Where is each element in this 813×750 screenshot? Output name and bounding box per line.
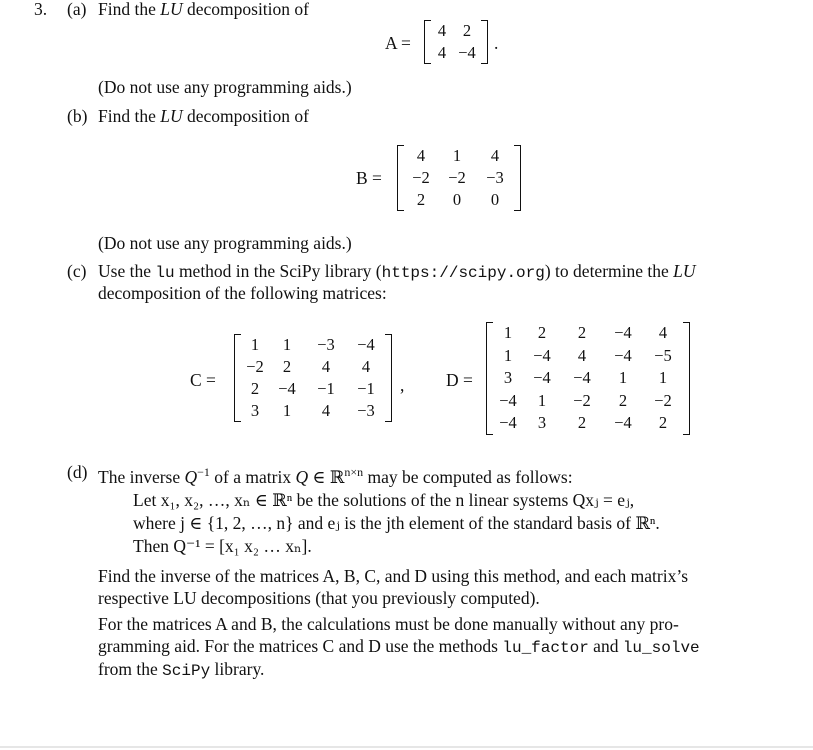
matrix-d-cell-r5c1: −4 xyxy=(499,413,517,432)
matrix-c-cell-r1c3: −3 xyxy=(317,335,335,354)
matrix-c-name: C = xyxy=(190,370,216,390)
part-b-note: (Do not use any programming aids.) xyxy=(98,233,352,253)
matrix-b-cell-r3c1: 2 xyxy=(416,190,426,209)
matrix-d-cell-r4c2: 1 xyxy=(537,390,547,410)
matrix-d-cell-r2c1: 1 xyxy=(503,345,513,365)
matrix-d-cell-r3c4: 1 xyxy=(618,368,628,387)
matrix-c-cell-r2c3: 4 xyxy=(321,357,331,376)
part-a-label: (a) xyxy=(67,0,87,19)
matrix-d-cell-r3c1: 3 xyxy=(503,368,513,387)
matrix-d-cell-r3c3: −4 xyxy=(573,368,591,387)
part-a-note: (Do not use any programming aids.) xyxy=(98,77,352,97)
matrix-d-cell-r2c2: −4 xyxy=(533,345,551,365)
matrix-b-cell-r3c2: 0 xyxy=(452,190,462,209)
matrix-a-period: . xyxy=(494,33,499,53)
part-d-para1-line1: Find the inverse of the matrices A, B, C, and D using this method, and each matrix’s xyxy=(98,566,689,586)
matrix-d-cell-r1c3: 2 xyxy=(577,323,587,342)
matrix-c-cell-r4c4: −3 xyxy=(357,401,375,420)
page-bottom-divider xyxy=(0,746,813,748)
part-d-where-line: where j ∈ {1, 2, …, n} and eⱼ is the jth element of the standard basis of ℝⁿ. xyxy=(133,513,660,533)
matrix-b-cell-r2c3: −3 xyxy=(486,168,504,187)
matrix-c-cell-r3c4: −1 xyxy=(357,379,375,398)
matrix-d xyxy=(486,322,690,435)
part-d-para2-line2: gramming aid. For the matrices C and D use the methods lu_factor and lu_solve xyxy=(98,636,700,657)
part-d-label: (d) xyxy=(67,462,88,482)
matrix-b-name: B = xyxy=(356,168,382,188)
matrix-a-cell-r1c2: 2 xyxy=(462,21,472,40)
matrix-d-cell-r5c4: −4 xyxy=(614,413,632,432)
matrix-d-cell-r5c2: 3 xyxy=(537,413,547,432)
part-c-line1: Use the lu method in the SciPy library (https://scipy.org) to determine the LU xyxy=(98,261,696,282)
matrix-d-cell-r4c5: −2 xyxy=(654,390,672,410)
matrix-c-cell-r2c4: 4 xyxy=(361,357,371,376)
matrix-c-cell-r2c1: −2 xyxy=(246,357,264,376)
matrix-c-cell-r2c2: 2 xyxy=(282,357,292,376)
matrix-b-cell-r1c3: 4 xyxy=(490,146,500,165)
matrix-b-cell-r1c2: 1 xyxy=(452,146,462,165)
matrix-d-name: D = xyxy=(446,370,473,390)
problem-number: 3. xyxy=(34,0,48,19)
matrix-c-comma: , xyxy=(400,375,405,395)
matrix-c-cell-r1c1: 1 xyxy=(250,335,260,354)
matrix-a-cell-r2c1: 4 xyxy=(437,43,447,62)
matrix-d-cell-r1c4: −4 xyxy=(614,323,632,342)
part-b-prompt: Find the LU decomposition of xyxy=(98,106,309,126)
matrix-c-cell-r3c1: 2 xyxy=(250,379,260,398)
matrix-b-cell-r1c1: 4 xyxy=(416,146,426,165)
matrix-b-cell-r2c2: −2 xyxy=(448,168,466,187)
matrix-d-cell-r5c5: 2 xyxy=(658,413,668,432)
matrix-d-cell-r3c5: 1 xyxy=(658,368,668,387)
matrix-c-cell-r1c2: 1 xyxy=(282,335,292,354)
matrix-d-cell-r1c2: 2 xyxy=(537,323,547,342)
part-d-para2-line3: from the SciPy library. xyxy=(98,659,265,680)
matrix-c-cell-r1c4: −4 xyxy=(357,335,375,354)
matrix-c-cell-r4c3: 4 xyxy=(321,401,331,420)
matrix-d-cell-r4c3: −2 xyxy=(573,390,591,410)
matrix-c xyxy=(234,334,392,422)
matrix-c-cell-r3c2: −4 xyxy=(278,379,296,398)
matrix-b xyxy=(397,145,521,211)
matrix-d-cell-r4c4: 2 xyxy=(618,390,628,410)
matrix-b-cell-r2c1: −2 xyxy=(412,168,430,187)
part-d-let-line: Let x₁, x₂, …, xₙ ∈ ℝⁿ be the solutions of the n linear systems Qxⱼ = eⱼ, xyxy=(133,490,635,510)
part-d-then-line: Then Q⁻¹ = [x₁ x₂ … xₙ]. xyxy=(133,536,312,556)
matrix-a-cell-r2c2: −4 xyxy=(458,43,476,62)
matrix-a xyxy=(424,20,488,64)
matrix-c-cell-r4c2: 1 xyxy=(282,401,292,420)
matrix-c-cell-r4c1: 3 xyxy=(250,401,260,420)
part-c-label: (c) xyxy=(67,261,87,281)
matrix-c-cell-r3c3: −1 xyxy=(317,379,335,398)
matrix-d-cell-r5c3: 2 xyxy=(577,413,587,432)
matrix-d-cell-r4c1: −4 xyxy=(499,390,517,410)
part-c-line2: decomposition of the following matrices: xyxy=(98,283,387,303)
matrix-a-cell-r1c1: 4 xyxy=(437,21,447,40)
matrix-b-cell-r3c3: 0 xyxy=(490,190,500,209)
matrix-d-cell-r2c4: −4 xyxy=(614,345,632,365)
matrix-d-cell-r2c5: −5 xyxy=(654,345,672,365)
matrix-d-cell-r2c3: 4 xyxy=(577,345,587,365)
part-d-para2-line1: For the matrices A and B, the calculations must be done manually without any pro- xyxy=(98,614,679,634)
part-d-para1-line2: respective LU decompositions (that you previously computed). xyxy=(98,588,540,608)
matrix-d-cell-r1c5: 4 xyxy=(658,323,668,342)
scipy-url[interactable]: https://scipy.org xyxy=(381,264,545,282)
matrix-d-cell-r3c2: −4 xyxy=(533,368,551,387)
part-b-label: (b) xyxy=(67,106,88,126)
part-d-intro: The inverse $Q^{-1}$ of a matrix Q ∈ ℝ$^{n\times n}$ may be computed as follows: xyxy=(98,465,573,487)
matrix-d-cell-r1c1: 1 xyxy=(503,323,513,342)
part-a-prompt: Find the LU decomposition of xyxy=(98,0,309,19)
matrix-a-name: A = xyxy=(385,33,411,53)
